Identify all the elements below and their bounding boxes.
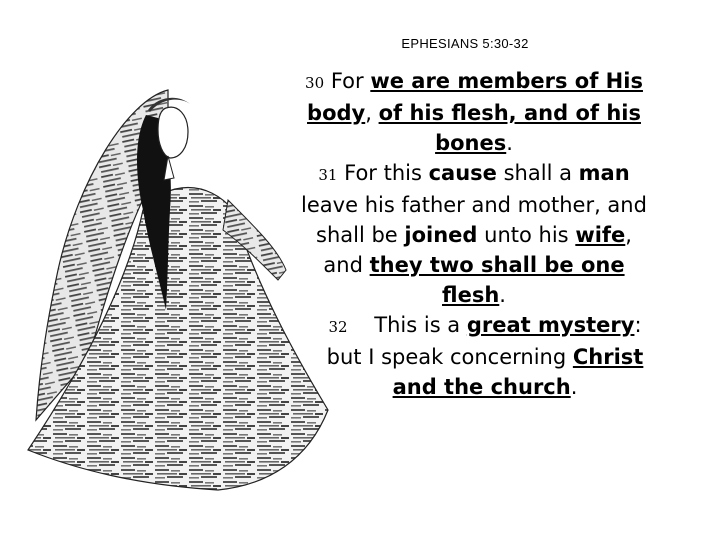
verse-bold: joined bbox=[404, 223, 478, 247]
verse-word: : but I speak concerning bbox=[326, 313, 642, 369]
verse-emphasis: great mystery bbox=[466, 313, 635, 337]
verse-word: . bbox=[570, 375, 578, 399]
verse-word: , bbox=[365, 101, 372, 125]
verse-bold: cause bbox=[428, 161, 497, 185]
verse-text bbox=[296, 66, 652, 402]
verse-31 bbox=[296, 158, 652, 310]
verse-32 bbox=[296, 310, 652, 402]
verse-word: For bbox=[330, 69, 364, 93]
verse-emphasis: Christ and the church bbox=[392, 345, 644, 399]
verse-30 bbox=[296, 66, 652, 158]
verse-emphasis: of his flesh, and of his bones bbox=[378, 101, 641, 155]
verse-word: . bbox=[499, 283, 506, 307]
verse-emphasis: wife bbox=[575, 223, 626, 247]
verse-emphasis: they two shall be one flesh bbox=[369, 253, 625, 307]
verse-bold: man bbox=[578, 161, 630, 185]
verse-number: 31 bbox=[318, 166, 338, 184]
verse-word: , and bbox=[323, 223, 632, 277]
verse-word: shall a bbox=[503, 161, 572, 185]
verse-word: . bbox=[506, 131, 513, 155]
slide-title: EPHESIANS 5:30-32 bbox=[401, 36, 529, 51]
verse-word: For this bbox=[344, 161, 422, 185]
verse-number: 30 bbox=[305, 74, 325, 92]
verse-word: leave his father and mother, and shall be bbox=[301, 193, 647, 247]
verse-word: unto his bbox=[484, 223, 569, 247]
verse-number: 32 bbox=[328, 318, 348, 336]
bride-illustration-icon bbox=[18, 60, 338, 500]
verse-emphasis: we are members of His body bbox=[307, 69, 643, 125]
verse-word: This is a bbox=[374, 313, 461, 337]
